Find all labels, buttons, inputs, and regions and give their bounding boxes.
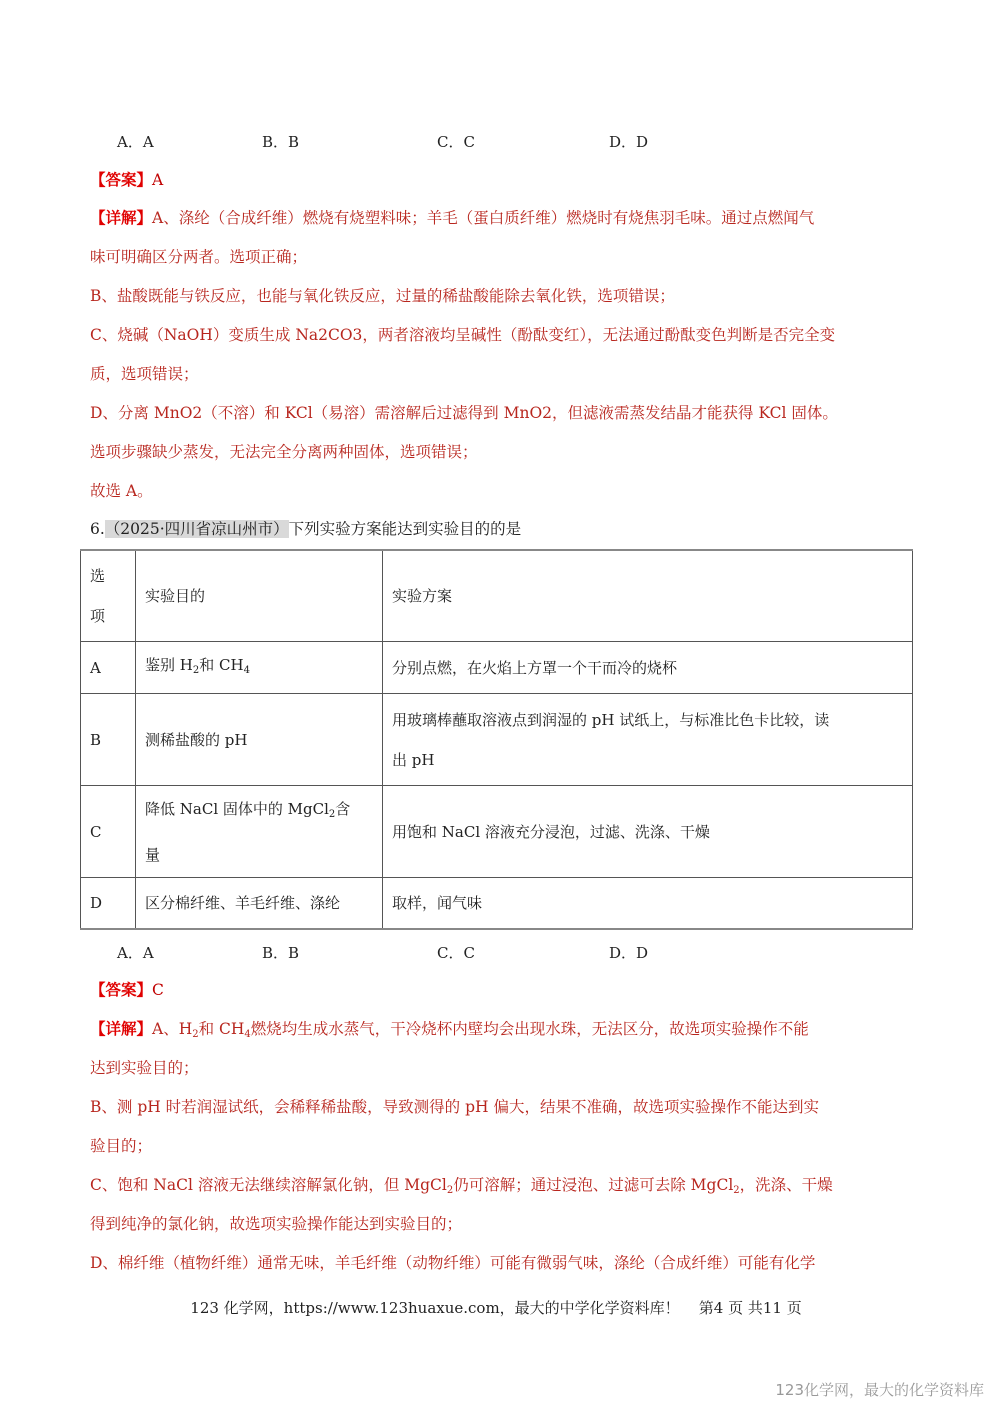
row-purpose: 区分棉纤维、羊毛纤维、涤纶 (136, 878, 383, 930)
q5-detail-line-4: C、烧碱（NaOH）变质生成 Na2CO3，两者溶液均呈碱性（酚酞变红），无法通过酚酞变色判断是否完全变 (90, 326, 836, 344)
row-purpose: 测稀盐酸的 pH (136, 694, 383, 786)
row-plan (383, 694, 913, 786)
header-option-line1: 选 (90, 567, 106, 585)
q6-detail-a (90, 1019, 809, 1045)
subscript: 4 (243, 664, 250, 676)
header-purpose: 实验目的 (136, 550, 383, 642)
q5-detail-line-1 (90, 208, 814, 228)
text: 燃烧均生成水蒸气，干冷烧杯内壁均会出现水珠，无法区分，故选项实验操作不能 (250, 1020, 809, 1038)
answer-value: C (152, 981, 164, 999)
row-option: A (81, 642, 136, 694)
subscript: 4 (244, 1029, 251, 1040)
q5-detail-line-5: 质，选项错误； (90, 365, 199, 383)
text: 含 (335, 799, 351, 818)
q6-detail-c-line2: 得到纯净的氯化钠，故选项实验操作能达到实验目的； (90, 1215, 463, 1233)
row-plan: 分别点燃，在火焰上方罩一个干而冷的烧杯 (383, 642, 913, 694)
detail-tag: 【详解】 (90, 1019, 153, 1038)
q5-detail-line-3: B、盐酸既能与铁反应，也能与氧化铁反应，过量的稀盐酸能除去氧化铁，选项错误； (90, 287, 675, 305)
q6-option-b: B．B (262, 944, 300, 962)
subscript: 2 (328, 808, 336, 820)
experiment-table (80, 549, 913, 930)
row-option: C (81, 786, 136, 878)
q6-option-d: D．D (609, 944, 649, 962)
q6-source-tag: （2025·四川省凉山州市） (104, 520, 289, 538)
q5-option-b: B．B (262, 133, 300, 151)
q6-detail-d: D、棉纤维（植物纤维）通常无味，羊毛纤维（动物纤维）可能有微弱气味，涤纶（合成纤维）可能有化学 (90, 1254, 816, 1272)
header-option-line2: 项 (90, 607, 106, 625)
subscript: 2 (192, 664, 200, 676)
q6-number: 6. (90, 520, 105, 538)
q6-detail-b-line2: 验目的； (90, 1137, 153, 1155)
q5-option-a: A．A (117, 133, 154, 151)
text: 和 CH (199, 655, 244, 674)
text: C、饱和 NaCl 溶液无法继续溶解氯化钠，但 MgCl (90, 1176, 447, 1194)
q5-option-d: D．D (609, 133, 649, 151)
q5-option-c: C．C (437, 133, 475, 151)
detail-text: A、涤纶（合成纤维）燃烧有烧塑料味；羊毛（蛋白质纤维）燃烧时有烧焦羽毛味。通过点燃闻气 (152, 209, 815, 227)
text: 降低 NaCl 固体中的 MgCl (145, 799, 329, 818)
q6-detail-b: B、测 pH 时若润湿试纸，会稀释稀盐酸，导致测得的 pH 偏大，结果不准确，故选项实验操作不能达到实 (90, 1098, 819, 1116)
q5-answer (90, 170, 163, 190)
page-footer (0, 1297, 992, 1318)
table-row (81, 786, 913, 878)
q5-detail-line-2: 味可明确区分两者。选项正确； (90, 248, 308, 266)
table-header-row (81, 550, 913, 642)
plan-line2: 出 pH (392, 750, 435, 769)
subscript: 2 (446, 1185, 454, 1196)
watermark: 123化学网，最大的化学资料库 (775, 1381, 984, 1399)
q6-stem (90, 519, 521, 539)
text: A、H (152, 1020, 193, 1038)
text: 量 (145, 845, 161, 864)
text: 鉴别 H (145, 655, 193, 674)
row-purpose (136, 786, 383, 878)
table-row (81, 694, 913, 786)
subscript: 2 (192, 1029, 199, 1040)
plan-line1: 用玻璃棒蘸取溶液点到润湿的 pH 试纸上，与标准比色卡比较，读 (392, 710, 830, 729)
q6-option-a: A．A (117, 944, 154, 962)
header-plan: 实验方案 (383, 550, 913, 642)
q6-option-c: C．C (437, 944, 475, 962)
q5-detail-line-6: D、分离 MnO2（不溶）和 KCl（易溶）需溶解后过滤得到 MnO2，但滤液需蒸发结晶才能获得 KCl 固体。 (90, 404, 838, 422)
q5-detail-line-7: 选项步骤缺少蒸发，无法完全分离两种固体，选项错误； (90, 443, 478, 461)
table-row (81, 878, 913, 930)
row-plan: 用饱和 NaCl 溶液充分浸泡，过滤、洗涤、干燥 (383, 786, 913, 878)
row-option: B (81, 694, 136, 786)
q5-detail-line-8: 故选 A。 (90, 482, 153, 500)
q6-detail-a-line2: 达到实验目的； (90, 1059, 199, 1077)
page-number: 第4 页 共11 页 (698, 1299, 802, 1317)
q6-stem-text: 下列实验方案能达到实验目的的是 (288, 520, 522, 538)
header-option (81, 550, 136, 642)
row-plan: 取样，闻气味 (383, 878, 913, 930)
row-purpose (136, 642, 383, 694)
table-row (81, 642, 913, 694)
text: 和 CH (198, 1020, 245, 1038)
q6-detail-c (90, 1175, 833, 1201)
answer-tag: 【答案】 (90, 170, 153, 189)
q6-answer (90, 980, 164, 1000)
detail-tag: 【详解】 (90, 208, 153, 227)
answer-tag: 【答案】 (90, 980, 153, 999)
row-option: D (81, 878, 136, 930)
answer-value: A (152, 171, 164, 189)
text: 仍可溶解；通过浸泡、过滤可去除 MgCl (453, 1176, 734, 1194)
subscript: 2 (733, 1185, 740, 1196)
text: ，洗涤、干燥 (739, 1176, 833, 1194)
footer-text: 123 化学网，https://www.123huaxue.com，最大的中学化学资料库！ (190, 1299, 680, 1317)
